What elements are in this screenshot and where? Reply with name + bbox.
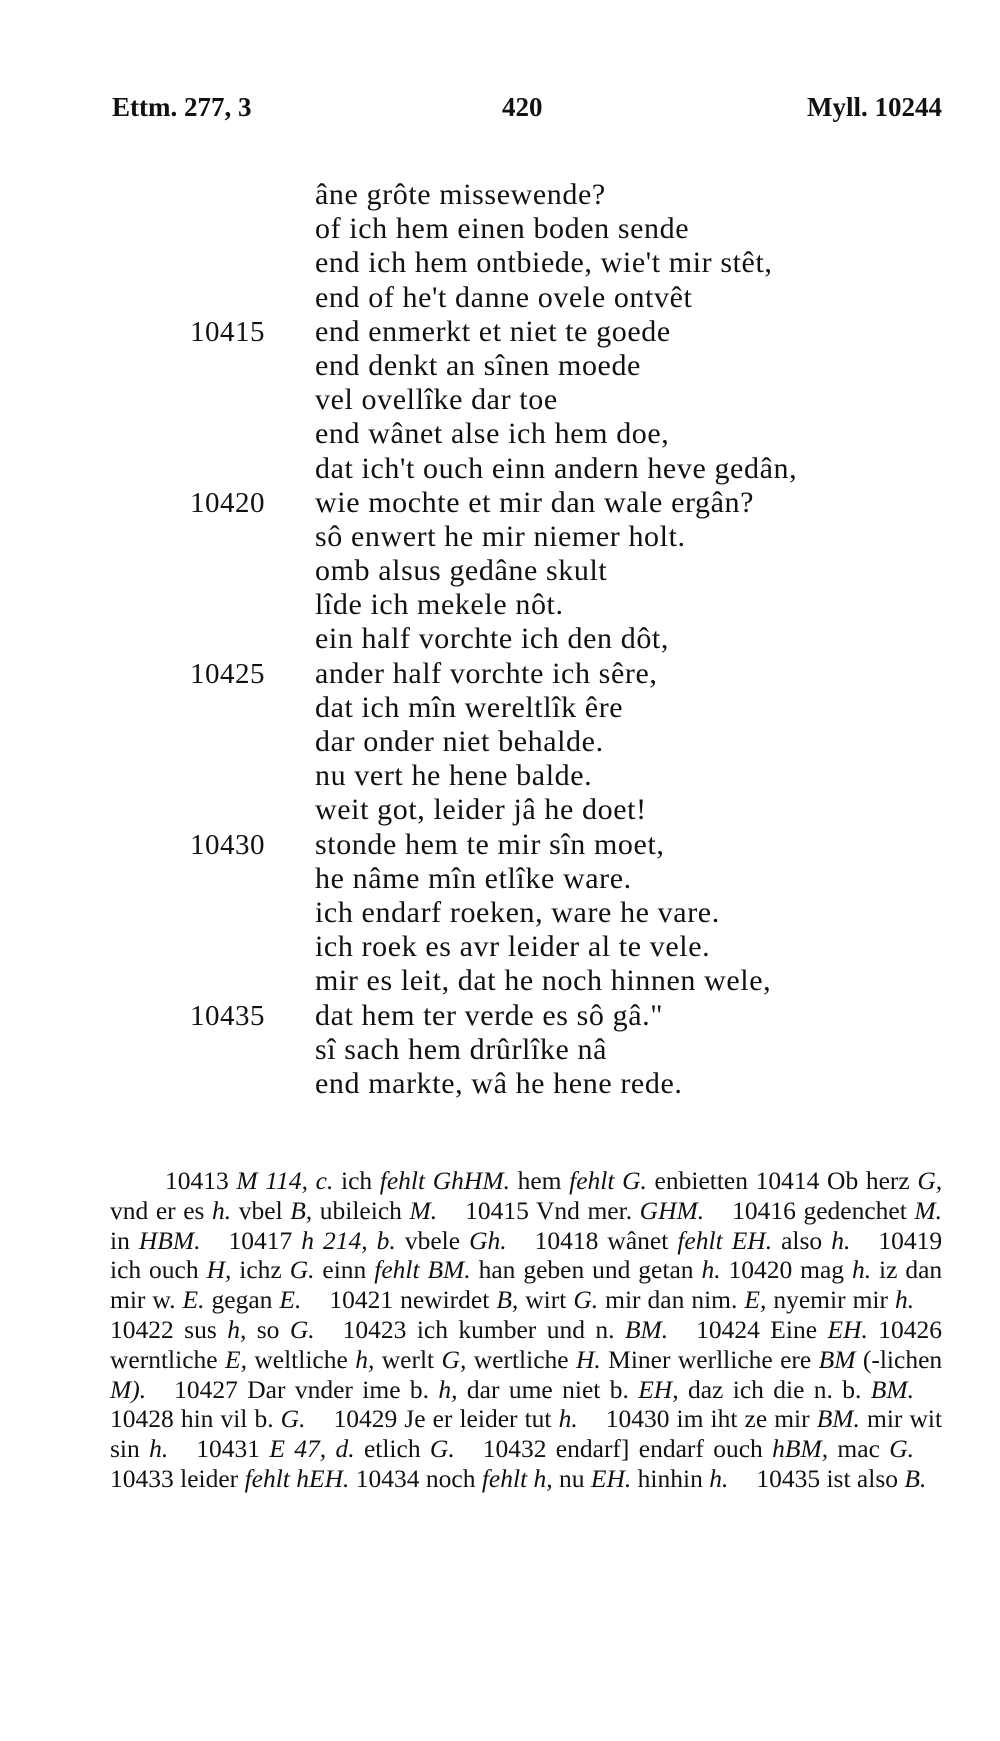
verse-line <box>0 657 1000 691</box>
running-header <box>112 92 942 132</box>
verse-line-text: end markte, wâ he hene rede. <box>315 1066 683 1100</box>
apparatus-text: gegan <box>211 1285 273 1315</box>
verse-line-text: dat ich mîn wereltlîk êre <box>315 690 624 724</box>
siglum-italic: h. <box>558 1404 578 1434</box>
siglum-italic: BM <box>818 1344 856 1374</box>
apparatus-text: 10413 <box>165 1166 229 1195</box>
apparatus-text: weltliche <box>254 1344 348 1374</box>
siglum-italic: h. <box>895 1285 915 1315</box>
verse-line-text: end ich hem ontbiede, wie't mir stêt, <box>315 246 773 280</box>
siglum-italic: H, <box>206 1255 232 1285</box>
siglum-italic: E. <box>182 1285 205 1315</box>
siglum-italic: G. <box>289 1255 315 1285</box>
siglum-italic: G, <box>441 1344 467 1374</box>
verse-line <box>0 1067 1000 1101</box>
apparatus-text: 10426 werntliche <box>110 1314 943 1374</box>
verse-line <box>0 691 1000 725</box>
apparatus-text: mir wit sin <box>110 1404 943 1464</box>
apparatus-text: han geben und getan <box>478 1255 694 1285</box>
apparatus-text: 10428 hin vil b. <box>110 1404 274 1434</box>
verse-line <box>0 622 1000 656</box>
siglum-italic: B, <box>290 1195 313 1225</box>
verse-line <box>0 383 1000 417</box>
siglum-italic: BM. <box>870 1374 914 1404</box>
apparatus-text: iz dan mir w. <box>110 1255 943 1315</box>
verse-line-text: dat hem ter verde es sô gâ." <box>315 998 664 1032</box>
siglum-italic: GhHM. <box>432 1166 510 1195</box>
verse-line-text: ein half vorchte ich den dôt, <box>315 622 669 656</box>
apparatus-paragraph <box>110 1166 942 1494</box>
apparatus-text: ubileich <box>319 1195 402 1225</box>
apparatus-text: vnd er es <box>110 1195 205 1225</box>
verse-line-text: ich roek es avr leider al te vele. <box>315 930 711 964</box>
verse-line-text: vel ovellîke dar toe <box>315 383 558 417</box>
header-left-reference: Ettm. 277, 3 <box>112 92 252 122</box>
apparatus-text: nyemir mir <box>773 1285 888 1315</box>
siglum-italic: Gh. <box>469 1225 507 1255</box>
line-number: 10415 <box>190 315 265 348</box>
verse-line <box>0 520 1000 554</box>
verse-line <box>0 759 1000 793</box>
apparatus-text: 10417 <box>228 1225 293 1255</box>
verse-text <box>0 178 1000 1101</box>
verse-line <box>0 828 1000 862</box>
siglum-italic: M 114, <box>236 1166 308 1195</box>
verse-line <box>0 862 1000 896</box>
siglum-italic: BM. <box>816 1404 860 1434</box>
apparatus-text: 10422 sus <box>110 1314 217 1344</box>
apparatus-text: 10416 gedenchet <box>732 1195 907 1225</box>
apparatus-text: so <box>256 1314 280 1344</box>
verse-line <box>0 588 1000 622</box>
verse-line-text: stonde hem te mir sîn moet, <box>315 827 665 861</box>
verse-line-text: wie mochte et mir dan wale ergân? <box>315 485 755 519</box>
verse-line-text: dat ich't ouch einn andern heve gedân, <box>315 451 798 485</box>
verse-line-text: lîde ich mekele nôt. <box>315 588 564 622</box>
line-number: 10425 <box>190 657 265 690</box>
apparatus-text: 10420 mag <box>728 1255 845 1285</box>
apparatus-text: in <box>110 1225 130 1255</box>
line-number: 10430 <box>190 828 265 861</box>
apparatus-text: 10429 Je er leider tut <box>333 1404 552 1434</box>
siglum-italic: G, <box>917 1166 943 1195</box>
apparatus-text: 10434 noch <box>355 1463 476 1493</box>
apparatus-text: 10414 Ob herz <box>755 1166 910 1195</box>
siglum-italic: B, <box>496 1285 519 1315</box>
verse-line <box>0 725 1000 759</box>
siglum-italic: h, <box>355 1344 375 1374</box>
verse-line <box>0 315 1000 349</box>
verse-line <box>0 486 1000 520</box>
siglum-italic: G. <box>429 1434 455 1464</box>
verse-line-text: sô enwert he mir niemer holt. <box>315 519 686 553</box>
siglum-italic: M). <box>110 1374 147 1404</box>
apparatus-text: Miner werlliche ere <box>608 1344 812 1374</box>
apparatus-text: also <box>781 1225 823 1255</box>
siglum-italic: HBM. <box>138 1225 201 1255</box>
verse-line <box>0 554 1000 588</box>
apparatus-text: vbele <box>404 1225 461 1255</box>
siglum-italic: E, <box>744 1285 767 1315</box>
siglum-italic: M. <box>914 1195 943 1225</box>
apparatus-text: 10418 wânet <box>534 1225 669 1255</box>
apparatus-text: daz ich die n. b. <box>687 1374 862 1404</box>
apparatus-text: werlt <box>381 1344 435 1374</box>
apparatus-text: 10431 <box>196 1434 260 1464</box>
line-number: 10435 <box>190 999 265 1032</box>
apparatus-text: ich <box>340 1166 373 1195</box>
siglum-italic: G. <box>573 1285 599 1315</box>
apparatus-text: 10423 ich kumber und n. <box>342 1314 615 1344</box>
apparatus-text: enbietten <box>654 1166 749 1195</box>
siglum-italic: h, <box>227 1314 247 1344</box>
apparatus-text: 10432 endarf] endarf ouch <box>482 1434 763 1464</box>
apparatus-text: hem <box>517 1166 562 1195</box>
siglum-italic: h. <box>851 1255 872 1285</box>
verse-line-text: mir es leit, dat he noch hinnen wele, <box>315 964 772 998</box>
siglum-italic: M. <box>409 1195 438 1225</box>
apparatus-text: hinhin <box>637 1463 703 1493</box>
page-number: 420 <box>502 92 543 122</box>
apparatus-text: einn <box>322 1255 367 1285</box>
apparatus-text: 10421 newirdet <box>329 1285 490 1315</box>
siglum-italic: fehlt <box>677 1225 723 1255</box>
siglum-italic: E. <box>279 1285 302 1315</box>
line-number: 10420 <box>190 486 265 519</box>
apparatus-text: 10419 ich ouch <box>110 1225 943 1285</box>
siglum-italic: h. <box>149 1434 169 1464</box>
siglum-italic: fehlt <box>569 1166 615 1195</box>
verse-line <box>0 349 1000 383</box>
verse-line <box>0 178 1000 212</box>
verse-line <box>0 964 1000 998</box>
apparatus-text: dar ume niet b. <box>466 1374 629 1404</box>
siglum-italic: fehlt <box>379 1166 426 1195</box>
verse-line-text: omb alsus gedâne skult <box>315 554 608 588</box>
verse-line-text: nu vert he hene balde. <box>315 759 593 793</box>
apparatus-text: 10424 Eine <box>696 1314 818 1344</box>
verse-line-text: end wânet alse ich hem doe, <box>315 417 670 451</box>
siglum-italic: G. <box>889 1434 915 1464</box>
siglum-italic: BM. <box>624 1314 669 1344</box>
verse-line-text: ander half vorchte ich sêre, <box>315 656 658 690</box>
verse-line-text: ich endarf roeken, ware he vare. <box>315 895 720 929</box>
siglum-italic: E, <box>225 1344 247 1374</box>
verse-line-text: end of he't danne ovele ontvêt <box>315 280 693 314</box>
header-right-reference: Myll. 10244 <box>807 92 942 122</box>
verse-line-text: end denkt an sînen moede <box>315 348 641 382</box>
apparatus-text: 10435 ist also <box>756 1463 899 1493</box>
siglum-italic: h. <box>212 1195 232 1225</box>
apparatus-text: 10430 im iht ze mir <box>605 1404 810 1434</box>
siglum-italic: BM. <box>427 1255 471 1285</box>
verse-line <box>0 246 1000 280</box>
apparatus-text: mir dan nim. <box>605 1285 738 1315</box>
siglum-italic: EH. <box>590 1463 632 1493</box>
siglum-italic: GHM. <box>639 1195 705 1225</box>
verse-line <box>0 999 1000 1033</box>
apparatus-text: 10427 Dar vnder ime b. <box>174 1374 430 1404</box>
verse-line <box>0 212 1000 246</box>
siglum-italic: fehlt h, <box>481 1463 553 1493</box>
siglum-italic: B. <box>904 1463 927 1493</box>
siglum-italic: h. <box>701 1255 721 1285</box>
apparatus-text: mac <box>837 1434 880 1464</box>
siglum-italic: h. <box>709 1463 729 1493</box>
apparatus-text: etlich <box>363 1434 421 1464</box>
apparatus-text: 10415 Vnd mer. <box>465 1195 633 1225</box>
siglum-italic: G. <box>622 1166 647 1195</box>
siglum-italic: fehlt hEH. <box>244 1463 350 1493</box>
verse-line <box>0 417 1000 451</box>
critical-apparatus <box>110 1166 942 1494</box>
verse-line <box>0 452 1000 486</box>
apparatus-text: (-lichen <box>862 1344 943 1374</box>
siglum-italic: E 47, d. <box>269 1434 355 1464</box>
verse-line-text: of ich hem einen boden sende <box>315 212 690 246</box>
verse-line-text: end enmerkt et niet te goede <box>315 314 671 348</box>
siglum-italic: c. <box>315 1166 334 1195</box>
siglum-italic: H. <box>575 1344 601 1374</box>
apparatus-text: nu <box>559 1463 585 1493</box>
siglum-italic: h 214, b. <box>301 1225 396 1255</box>
verse-line-text: âne grôte missewende? <box>315 178 606 211</box>
verse-line <box>0 896 1000 930</box>
apparatus-text: wirt <box>525 1285 567 1315</box>
apparatus-text: wertliche <box>473 1344 569 1374</box>
verse-line-text: weit got, leider jâ he doet! <box>315 793 647 827</box>
verse-line-text: sî sach hem drûrlîke nâ <box>315 1032 608 1066</box>
apparatus-text: 10433 leider <box>110 1463 239 1493</box>
verse-line <box>0 793 1000 827</box>
siglum-italic: h, <box>438 1374 458 1404</box>
siglum-italic: G. <box>289 1314 315 1344</box>
siglum-italic: EH. <box>827 1314 868 1344</box>
verse-line <box>0 281 1000 315</box>
verse-line-text: he nâme mîn etlîke ware. <box>315 861 632 895</box>
verse-line <box>0 1033 1000 1067</box>
siglum-italic: fehlt <box>374 1255 420 1285</box>
siglum-italic: G. <box>280 1404 306 1434</box>
siglum-italic: EH. <box>731 1225 773 1255</box>
verse-line-text: dar onder niet behalde. <box>315 725 604 758</box>
siglum-italic: EH, <box>638 1374 679 1404</box>
verse-line <box>0 930 1000 964</box>
siglum-italic: hBM, <box>772 1434 829 1464</box>
siglum-italic: h. <box>831 1225 851 1255</box>
apparatus-text: ichz <box>239 1255 282 1285</box>
apparatus-text: vbel <box>238 1195 283 1225</box>
